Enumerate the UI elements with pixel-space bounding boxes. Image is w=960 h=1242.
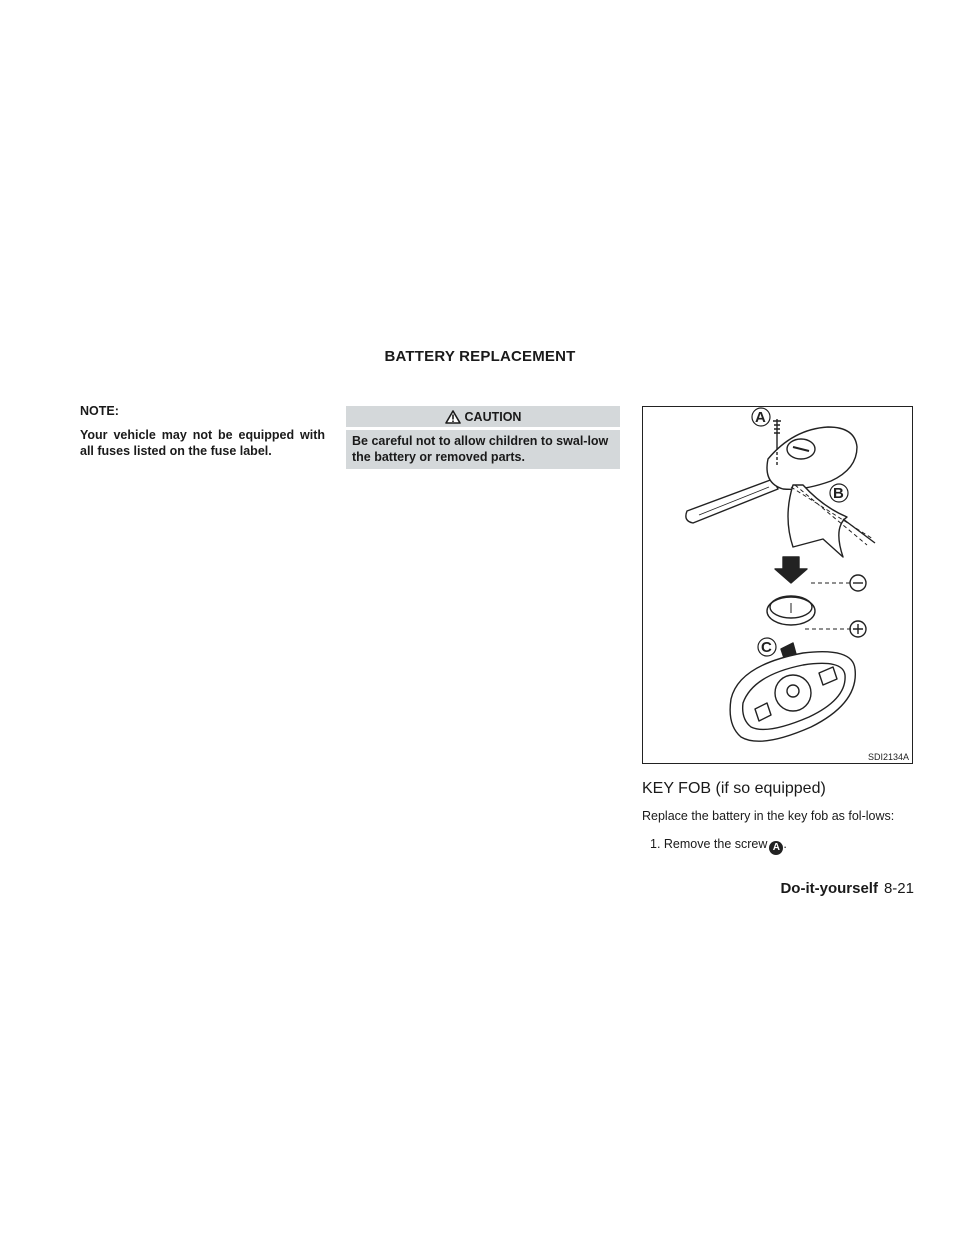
footer-page-number: 8-21: [883, 880, 914, 897]
key-blade-icon: [686, 479, 778, 523]
caution-header: [346, 406, 620, 427]
key-fob-heading: KEY FOB (if so equipped): [642, 780, 826, 797]
key-fob-intro: Replace the battery in the key fob as fol-lows:: [642, 809, 895, 823]
section-title: BATTERY REPLACEMENT: [384, 348, 576, 365]
step-1: [650, 836, 787, 855]
callout-b: B: [833, 485, 844, 502]
figure-code: SDI2134A: [867, 752, 909, 762]
callout-a-badge: A: [769, 841, 783, 855]
arrow-down-icon: [775, 557, 807, 583]
callout-a: A: [755, 409, 766, 426]
page-footer: [780, 880, 914, 897]
step-1-suffix: .: [783, 837, 787, 851]
footer-section: Do-it-yourself: [780, 880, 878, 897]
key-fob-battery-figure: [642, 406, 913, 764]
key-fob-illustration: [643, 407, 914, 765]
note-text: Your vehicle may not be equipped with all fuses listed on the fuse label.: [80, 428, 325, 458]
step-1-prefix: 1. Remove the screw: [650, 837, 768, 851]
caution-title: CAUTION: [464, 409, 522, 424]
note-label: NOTE:: [80, 404, 119, 418]
key-fob-icon: [767, 427, 857, 489]
warning-icon: [445, 410, 461, 424]
callout-c: C: [761, 639, 772, 656]
screw-icon: [773, 419, 781, 447]
caution-text: Be careful not to allow children to swal-low the battery or removed parts.: [346, 430, 620, 469]
